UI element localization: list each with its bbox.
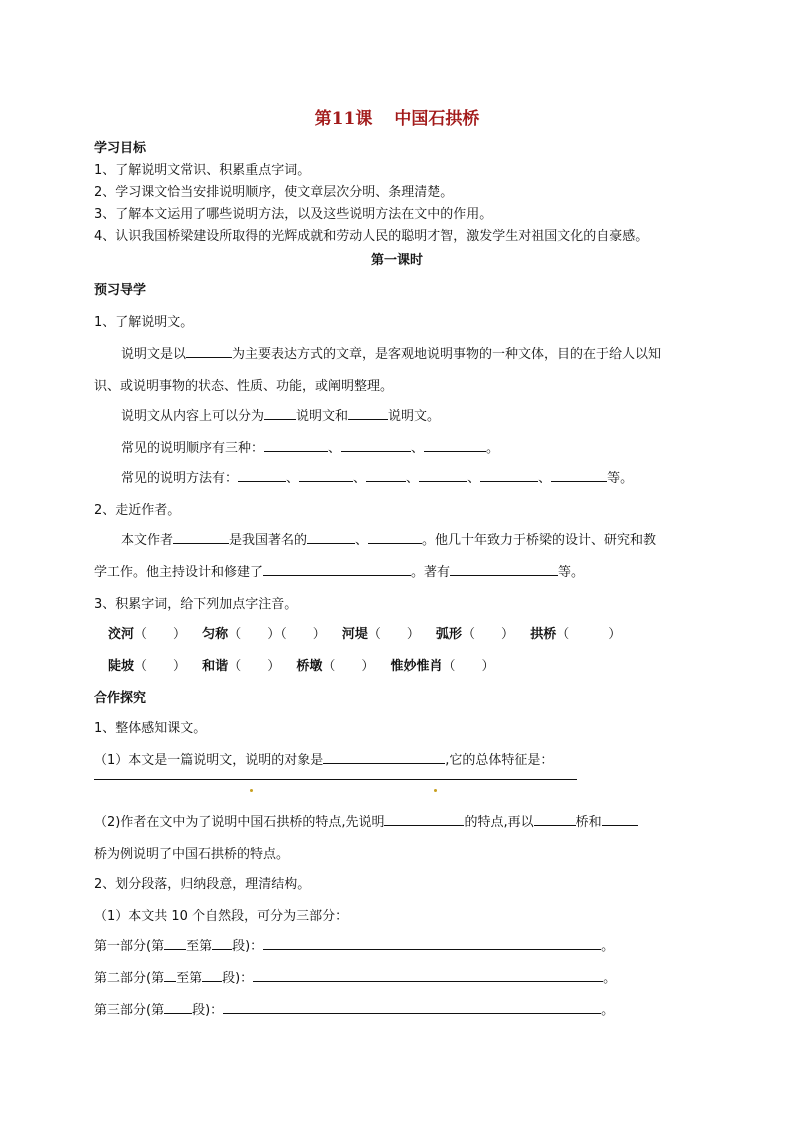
vocab-item: 桥墩（ ）: [296, 659, 375, 674]
author-line-1: 本文作者 是我国著名的 、 。他几十年致力于桥梁的设计、研究和教: [121, 529, 656, 548]
answer-rule[interactable]: [94, 779, 577, 780]
vocab-item: 和谐（ ）: [202, 659, 281, 674]
vocab-item: 陡坡（ ）: [108, 659, 187, 674]
answer-blank[interactable]: [551, 468, 607, 482]
preview-heading: 预习导学: [94, 283, 147, 298]
answer-blank[interactable]: [263, 936, 601, 950]
answer-blank[interactable]: [253, 968, 603, 982]
answer-blank[interactable]: [341, 438, 411, 452]
answer-blank[interactable]: [348, 406, 388, 420]
coop-sub-1: （1）本文是一篇说明文，说明的对象是 ,它的总体特征是：: [94, 749, 553, 768]
part-1-line: 第一部分(第 至第 段)： 。: [94, 935, 614, 954]
question-3: 3、积累字词，给下列加点字注音。: [94, 597, 298, 612]
answer-blank[interactable]: [173, 530, 229, 544]
objective-item: 3、了解本文运用了哪些说明方法，以及这些说明方法在文中的作用。: [94, 207, 493, 222]
vocab-item: 河堤（ ）: [341, 627, 420, 642]
lesson-name: 中国石拱桥: [394, 109, 480, 129]
answer-blank[interactable]: [307, 530, 355, 544]
stray-mark: [434, 789, 437, 792]
orders-line: 常见的说明顺序有三种： 、 、 。: [121, 437, 499, 456]
answer-blank[interactable]: [299, 468, 353, 482]
vocab-item: 匀称（ ）（ ）: [202, 627, 326, 642]
objectives-heading: 学习目标: [94, 141, 147, 156]
answer-blank[interactable]: [368, 530, 422, 544]
objective-item: 1、了解说明文常识、积累重点字词。: [94, 163, 311, 178]
vocab-row-1: [108, 623, 633, 642]
answer-blank[interactable]: [450, 562, 558, 576]
coop-sub-2: （2)作者在文中为了说明中国石拱桥的特点,先说明 的特点,再以 桥和: [94, 811, 638, 830]
answer-blank[interactable]: [264, 406, 296, 420]
cooperate-heading: 合作探究: [94, 691, 147, 706]
coop-question-2: 2、划分段落，归纳段意，理清结构。: [94, 877, 311, 892]
answer-blank[interactable]: [238, 468, 286, 482]
answer-blank[interactable]: [264, 438, 328, 452]
coop-sub-2b: 桥为例说明了中国石拱桥的特点。: [94, 847, 290, 862]
part-2-line: 第二部分(第 至第 段)： 。: [94, 967, 616, 986]
answer-blank[interactable]: [323, 750, 445, 764]
vocab-item: 惟妙惟肖（ ）: [390, 659, 495, 674]
vocab-item: 弧形（ ）: [436, 627, 515, 642]
answer-blank[interactable]: [202, 968, 222, 982]
methods-line: 常见的说明方法有： 、 、 、 、 、 等。: [121, 467, 633, 486]
page-title: [0, 104, 794, 129]
definition-line-2: 识、或说明事物的状态、性质、功能，或阐明整理。: [94, 379, 394, 394]
answer-blank[interactable]: [186, 344, 232, 358]
vocab-row-2: [108, 655, 507, 674]
vocab-item: 洨河（ ）: [108, 627, 187, 642]
answer-blank[interactable]: [424, 438, 486, 452]
part-3-line: 第三部分(第 段)： 。: [94, 999, 614, 1018]
answer-blank[interactable]: [223, 1000, 601, 1014]
answer-blank[interactable]: [480, 468, 538, 482]
answer-blank[interactable]: [602, 812, 638, 826]
answer-blank[interactable]: [212, 936, 232, 950]
vocab-item: 拱桥（ ）: [530, 627, 622, 642]
coop-question-1: 1、整体感知课文。: [94, 721, 207, 736]
question-2: 2、走近作者。: [94, 503, 181, 518]
answer-blank[interactable]: [164, 1000, 192, 1014]
answer-blank[interactable]: [419, 468, 467, 482]
coop-sub-3: （1）本文共 10 个自然段，可分为三部分：: [94, 909, 349, 924]
question-1: 1、了解说明文。: [94, 315, 194, 330]
objective-item: 2、学习课文恰当安排说明顺序，使文章层次分明、条理清楚。: [94, 185, 454, 200]
answer-blank[interactable]: [263, 562, 411, 576]
answer-blank[interactable]: [164, 936, 186, 950]
stray-mark: [250, 789, 253, 792]
author-line-2: 学工作。他主持设计和修建了 。著有 等。: [94, 561, 584, 580]
lesson-number: 第11课: [314, 109, 373, 129]
answer-blank[interactable]: [366, 468, 406, 482]
answer-blank[interactable]: [164, 968, 176, 982]
period-heading: 第一课时: [370, 253, 423, 268]
definition-line-1: 说明文是以 为主要表达方式的文章，是客观地说明事物的一种文体，目的在于给人以知: [121, 343, 661, 362]
answer-blank[interactable]: [384, 812, 464, 826]
content-types-line: 说明文从内容上可以分为 说明文和 说明文。: [121, 405, 440, 424]
objective-item: 4、认识我国桥梁建设所取得的光辉成就和劳动人民的聪明才智，激发学生对祖国文化的自豪感。: [94, 229, 649, 244]
answer-blank[interactable]: [534, 812, 576, 826]
